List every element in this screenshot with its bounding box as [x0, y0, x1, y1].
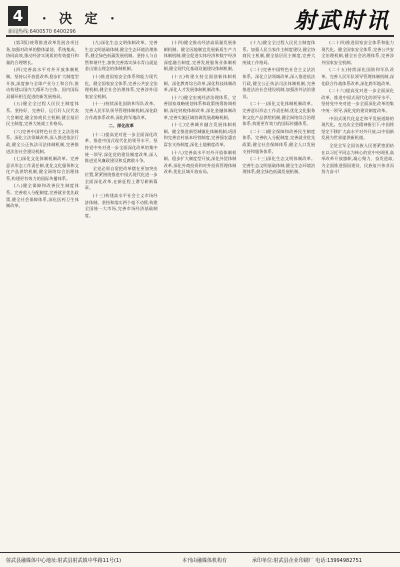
paragraph: (五)健全全过程人民民主制度体系。坚持好、完善好、运行好人民代表大会制度,健全协商民主机制,健全基层民主制度,完善大统战工作格局。: [6, 101, 79, 127]
paragraph: 中国式现代化是走和平发展道路的现代化。在这次全会精神指引下,中国将坚定不移扩大高水平对外开放,以中国新发展为世界提供新机遇。: [321, 115, 394, 141]
paragraph: (四)完善高水平对外开放体制机制。坚持以开放促改革,稳步扩大制度型开放,深度参与全球产业分工和合作,推动构建以国内大循环为主体、国内国际双循环相互促进的新发展格局。: [6, 67, 79, 99]
paragraph: (十)推进国家安全体系和能力现代化。健全国家安全体系,完善公共安全治理机制,健全社会治理体系,完善涉外国家安全机制。: [84, 73, 158, 99]
footer-note: 本刊由融媒体机构有: [182, 558, 228, 564]
paragraph: (七)深化文化体制机制改革。完善意识形态工作责任制,优化文化服务和文化产品供给机制,健全网络综合治理体系,构建更有效力的国际传播体系。: [6, 156, 79, 181]
paragraph: (二十)完善中国特色社会主义法治体系。深化立法领域改革,深入推进依法行政,健全公正执法司法体制机制,完善推进法治社会建设机制,加强涉外法治建设。: [242, 67, 316, 99]
section-title: · 决 定 ·: [42, 12, 119, 27]
paragraph: (第3版)统筹推进改革发展各项任务,加强对改革的整体谋划、系统集成、协同高效,推动经济实现质的有效提升和量的合理增长。: [6, 40, 79, 65]
paragraph: (二十二)健全保障和改善民生制度体系。完善收入分配制度,完善就业优先政策,健全社会保障体系,健全人口发展支持和服务体系。: [242, 128, 316, 154]
page-header: [0, 0, 400, 38]
page-footer: [0, 552, 400, 567]
footer-printer: 承印单位:射武县企业印刷厂 电话:13994982751: [252, 558, 362, 564]
paragraph: (十五)构建支持全面创新体制机制。深化教育综合改革,深化科技体制改革,深化人才发展体制机制改革。: [163, 73, 237, 93]
paragraph: (六)完善中国特色社会主义法治体系。深化立法领域改革,深入推进依法行政,健全公正执法司法体制机制,完善推进法治社会建设机制。: [6, 128, 79, 154]
article-column: [85, 40, 158, 550]
header-meta: 新闻热线:6400570 6400296: [8, 29, 76, 35]
paragraph: (二十四)推进国家安全体系和能力现代化。健全国家安全体系,完善公共安全治理机制,健全社会治理体系,完善涉外国家安全机制。: [321, 40, 394, 65]
header-rule: [6, 35, 394, 37]
article-column: [242, 40, 315, 550]
paragraph: (十八)完善高水平对外开放体制机制。稳步扩大制度型开放,深化外贸体制改革,深化外商投资和对外投资管理体制改革,优化区域开放布局。: [163, 149, 237, 175]
paragraph: (十二)提高党对进一步全面深化改革、推进中国式现代化的领导水平。坚持党中央对进一步全面深化改革的集中统一领导,深化党的建设制度改革,深入推进党风廉政建设和反腐败斗争。: [84, 131, 158, 164]
footer-address: 射武县融媒体中心地址:射武县射武镇中华路11号(1): [6, 558, 122, 564]
paragraph: (九)深化生态文明体制改革。完善生态文明基础体制,健全生态环境治理体系,健全绿色低碳发展机制。坚持人与自然和谐共生,加快完善落实绿水青山就是金山银山理念的体制机制。: [84, 40, 158, 72]
article-column: [164, 40, 237, 550]
article-column: [321, 40, 394, 550]
paragraph: (二十六)提高党对进一步全面深化改革、推进中国式现代化的领导水平。坚持党中央对进一步全面深化改革的集中统一领导,深化党的建设制度改革。: [321, 88, 394, 113]
article-columns: [6, 40, 394, 550]
paragraph: (八)健全保障和改善民生制度体系。完善收入分配制度,完善就业优先政策,健全社会保障体系,深化医药卫生体制改革。: [6, 183, 79, 209]
paragraph: (二十一)深化文化体制机制改革。完善意识形态工作责任制,优化文化服务和文化产品供给机制,健全网络综合治理体系,构建更有效力的国际传播体系。: [242, 101, 316, 127]
paragraph: (十七)完善城乡融合发展体制机制。健全推进新型城镇化体制机制,巩固和完善农村基本经营制度,完善强农惠农富农支持制度,深化土地制度改革。: [163, 122, 237, 147]
paragraph: (二十五)持续深化国防和军队改革。完善人民军队领导管理体制机制,深化联合作战体系改革,深化跨军地改革。: [321, 67, 394, 86]
paragraph: (二十三)深化生态文明体制改革。完善生态文明基础体制,健全生态环境治理体系,健全绿色低碳发展机制。: [242, 156, 316, 175]
paragraph: 全党必须自觉把改革摆在更加突出位置,紧紧围绕推进中国式现代化进一步全面深化改革,在新征程上谱写崭新篇章。: [84, 165, 158, 191]
page-number: 4: [8, 6, 28, 26]
masthead-logo: 射武时讯: [293, 8, 390, 34]
paragraph: (十三)构建高水平社会主义市场经济体制。坚持和落实两个毫不动摇,构建全国统一大市场,完善市场经济基础制度。: [84, 193, 158, 218]
paragraph: 全党全军全国各族人民要紧密团结在以习近平同志为核心的党中央周围,高举改革开放旗帜,凝心聚力、奋发进取,为全面推进强国建设、民族复兴伟业而努力奋斗!: [321, 142, 394, 175]
subheading: 二、深化改革: [108, 123, 134, 129]
paragraph: (十六)健全宏观经济治理体系。完善国家战略规划体系和政策统筹协调机制,深化财税体制改革,深化金融体制改革,完善实施区域协调发展战略机制。: [163, 94, 237, 120]
paragraph: (十九)健全全过程人民民主制度体系。加强人民当家作主制度建设,健全协商民主机制,健全基层民主制度,完善大统战工作格局。: [242, 40, 316, 65]
paragraph: (十四)健全推动经济高质量发展体制机制。健全因地制宜发展新质生产力体制机制,健全促进实体经济和数字经济深度融合制度,完善发展服务业体制机制,健全现代化基础设施建设体制机制。: [163, 40, 237, 72]
paragraph: (十一)持续深化国防和军队改革。完善人民军队领导管理体制机制,深化联合作战体系改革,深化跨军地改革。: [84, 101, 158, 120]
article-column: [6, 40, 79, 550]
